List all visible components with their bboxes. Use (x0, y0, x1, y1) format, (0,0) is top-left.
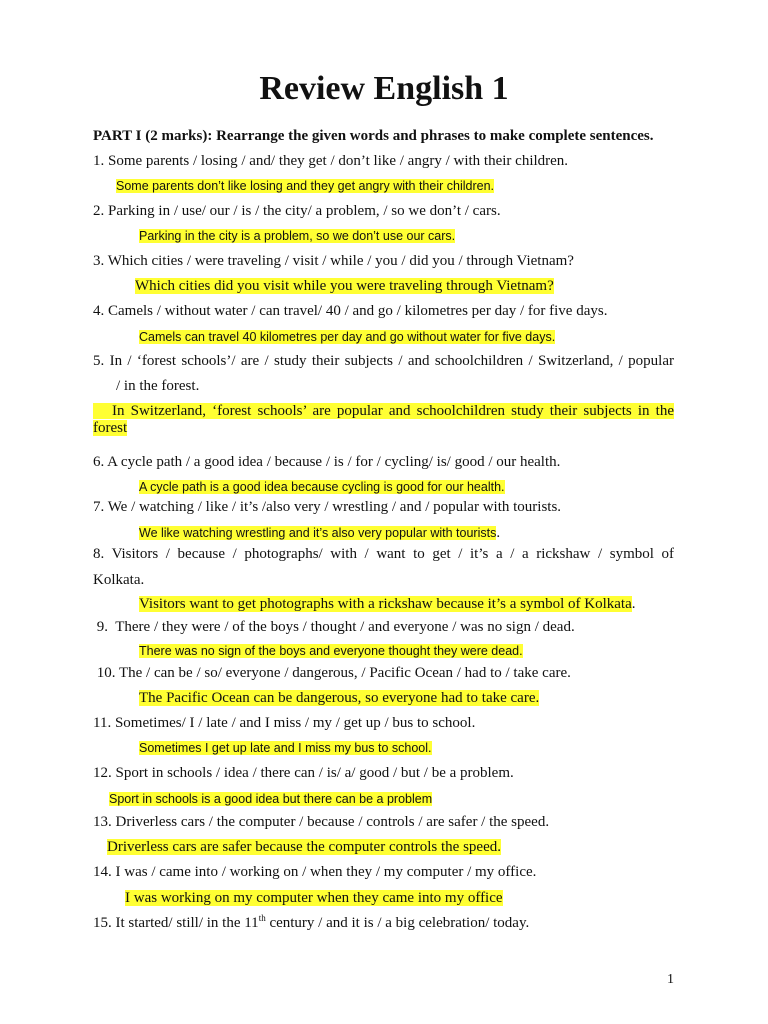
question-15 (93, 913, 529, 933)
answer-14: I was working on my computer when they came into my office (125, 890, 503, 906)
answer-8-period: . (631, 596, 636, 612)
answer-13: Driverless cars are safer because the computer controls the speed. (107, 839, 501, 855)
answer-7: We like watching wrestling and it’s also very popular with tourists (139, 526, 497, 540)
question-1: 1. Some parents / losing / and/ they get / don’t like / angry / with their children. (93, 153, 569, 169)
page-number: 1 (667, 972, 674, 987)
question-7: 7. We / watching / like / it’s /also very / wrestling / and / popular with tourists. (93, 499, 562, 515)
page-title: Review English 1 (259, 70, 509, 107)
answer-6: A cycle path is a good idea because cycling is good for our health. (139, 480, 505, 494)
question-9: 9. There / they were / of the boys / thought / and everyone / was no sign / dead. (93, 619, 575, 635)
answer-8: Visitors want to get photographs with a rickshaw because it’s a symbol of Kolkata (139, 596, 632, 612)
answer-5-cont: forest (93, 420, 128, 436)
answer-1: Some parents don’t like losing and they get angry with their children. (116, 179, 494, 193)
question-8: 8. Visitors / because / photographs/ with / want to get / it’s a / a rickshaw / symbol of (93, 546, 674, 562)
question-4: 4. Camels / without water / can travel/ 40 / and go / kilometres per day / for five days. (93, 303, 608, 319)
answer-5: In Switzerland, ‘forest schools’ are popular and schoolchildren study their subjects in the (93, 403, 674, 419)
question-15-superscript: th (258, 913, 266, 923)
answer-12: Sport in schools is a good idea but there can be a problem (109, 792, 433, 806)
question-14: 14. I was / came into / working on / when they / my computer / my office. (93, 864, 537, 880)
question-5-cont: / in the forest. (116, 378, 200, 394)
question-15-text-end: century / and it is / a big celebration/ today. (265, 915, 530, 931)
answer-7-period: . (496, 525, 501, 541)
question-3: 3. Which cities / were traveling / visit / while / you / did you / through Vietnam? (93, 253, 574, 269)
question-10: 10. The / can be / so/ everyone / dangerous, / Pacific Ocean / had to / take care. (93, 665, 571, 681)
question-6: 6. A cycle path / a good idea / because / is / for / cycling/ is/ good / our health. (93, 454, 561, 470)
question-15-text: 15. It started/ still/ in the 11 (93, 915, 259, 931)
question-13: 13. Driverless cars / the computer / because / controls / are safer / the speed. (93, 814, 550, 830)
answer-10: The Pacific Ocean can be dangerous, so everyone had to take care. (139, 690, 540, 706)
question-2: 2. Parking in / use/ our / is / the city/ a problem, / so we don’t / cars. (93, 203, 501, 219)
question-12: 12. Sport in schools / idea / there can / is/ a/ good / but / be a problem. (93, 765, 514, 781)
answer-3: Which cities did you visit while you were traveling through Vietnam? (135, 278, 554, 294)
answer-9: There was no sign of the boys and everyone thought they were dead. (139, 644, 523, 658)
answer-11: Sometimes I get up late and I miss my bus to school. (139, 741, 432, 755)
answer-4: Camels can travel 40 kilometres per day and go without water for five days. (139, 330, 556, 344)
question-11: 11. Sometimes/ I / late / and I miss / my / get up / bus to school. (93, 715, 476, 731)
question-8-cont: Kolkata. (93, 572, 145, 588)
question-5: 5. In / ‘forest schools’/ are / study their subjects / and schoolchildren / Switzerland, / popular (93, 353, 674, 369)
part-heading: PART I (2 marks): Rearrange the given words and phrases to make complete sentences. (93, 128, 654, 144)
answer-2: Parking in the city is a problem, so we don’t use our cars. (139, 229, 456, 243)
